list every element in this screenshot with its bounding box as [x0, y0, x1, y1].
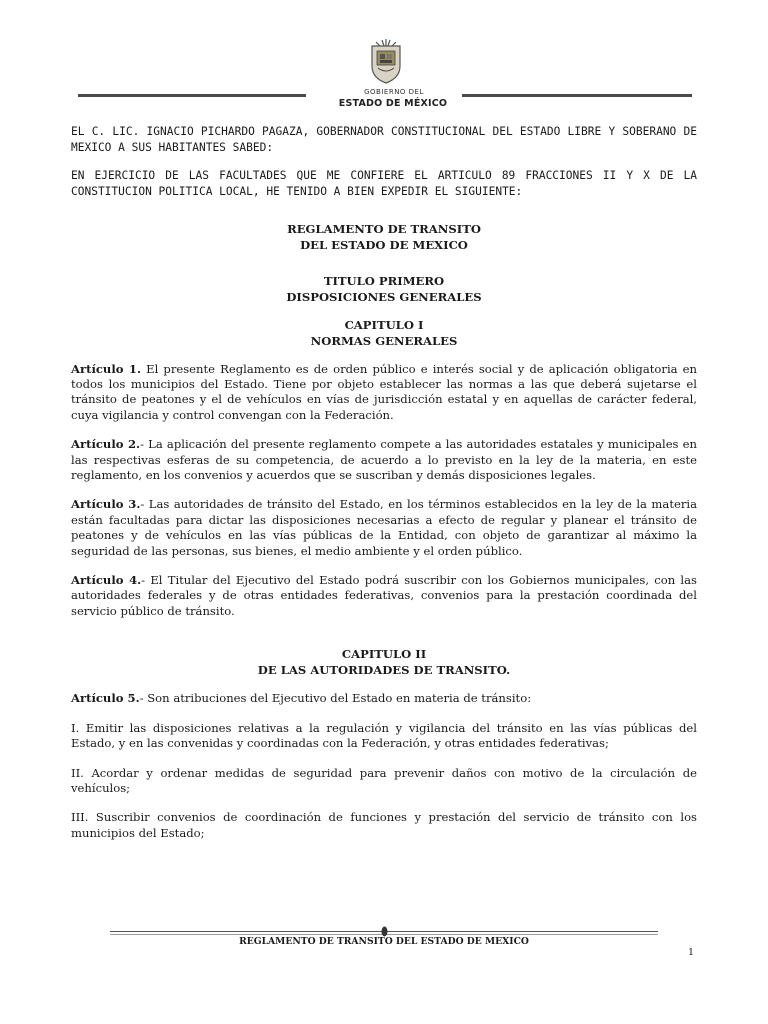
- regulation-title-line-2: DEL ESTADO DE MEXICO: [300, 237, 468, 252]
- article-2: [71, 437, 697, 483]
- article-4-text: - El Titular del Ejecutivo del Estado podrá suscribir con los Gobiernos municipales, con las autoridades federales y de otras entidades federativas, convenios para la prestación coordinada del servicio público de tránsito.: [71, 573, 697, 618]
- header-rule-left: [78, 94, 306, 97]
- capitulo-2-heading: CAPITULO II: [341, 647, 427, 662]
- fraction-ii: II. Acordar y ordenar medidas de seguridad para prevenir daños con motivo de la circulación de vehículos;: [71, 765, 697, 796]
- titulo-subheading: DISPOSICIONES GENERALES: [286, 289, 482, 304]
- article-1-text: El presente Reglamento es de orden público e interés social y de aplicación obligatoria en todos los municipios del Estado. Tiene por objeto establecer las normas a las que deberá sujetarse el tránsito de peatones y el de vehículos en vías de jurisdicción estatal y en aquellas de carácter federal, cuya vigilancia y control convengan con la Federación.: [71, 361, 697, 422]
- document-body: [71, 124, 697, 841]
- article-1-label: Artículo 1.: [71, 361, 142, 376]
- fraction-i: I. Emitir las disposiciones relativas a la regulación y vigilancia del tránsito en las vías públicas del Estado, y en las convenidas y coordinadas con la Federación, y otras entidades federativas;: [71, 720, 697, 751]
- article-3: [71, 497, 697, 559]
- article-4-label: Artículo 4.: [71, 573, 142, 588]
- intro-paragraph-1: EL C. LIC. IGNACIO PICHARDO PAGAZA, GOBERNADOR CONSTITUCIONAL DEL ESTADO LIBRE Y SOBERANO DE MEXICO A SUS HABITANTES SABED:: [71, 125, 697, 154]
- regulation-title-line-1: REGLAMENTO DE TRANSITO: [287, 222, 481, 236]
- article-5-text: - Son atribuciones del Ejecutivo del Estado en materia de tránsito:: [139, 691, 532, 706]
- logo-line-1: GOBIERNO DEL: [364, 88, 424, 96]
- article-2-text: - La aplicación del presente reglamento compete a las autoridades estatales y municipales en las respectivas esferas de su competencia, de acuerdo a lo previsto en la ley de la materia, en este reglamento, en los convenios y acuerdos que se suscriban y demás disposiciones legales.: [71, 437, 697, 482]
- titulo-heading: TITULO PRIMERO: [323, 274, 445, 289]
- article-3-label: Artículo 3.: [71, 497, 141, 512]
- intro-paragraph-2: EN EJERCICIO DE LAS FACULTADES QUE ME CONFIERE EL ARTICULO 89 FRACCIONES II Y X DE LA CONSTITUCION POLITICA LOCAL, HE TENIDO A BIEN EXPEDIR EL SIGUIENTE:: [71, 169, 697, 198]
- article-2-label: Artículo 2.: [71, 437, 141, 452]
- fraction-iii: III. Suscribir convenios de coordinación de funciones y prestación del servicio de tránsito con los municipios del Estado;: [71, 810, 697, 840]
- article-5-label: Artículo 5.: [71, 691, 140, 706]
- capitulo-2-subheading: DE LAS AUTORIDADES DE TRANSITO.: [257, 662, 511, 677]
- article-5: [71, 691, 697, 706]
- footer-title: REGLAMENTO DE TRANSITO DEL ESTADO DE MEXICO: [239, 936, 529, 947]
- page-number: 1: [688, 947, 695, 958]
- article-3-text: - Las autoridades de tránsito del Estado, en los términos establecidos en la ley de la materia están facultadas para dictar las disposiciones necesarias a efecto de regular y planear el tránsito de peatones y de vehículos en las vías públicas de la Entidad, con objeto de garantizar al máximo la seguridad de las personas, sus bienes, el medio ambiente y el orden público.: [71, 497, 698, 558]
- article-4: [71, 573, 697, 619]
- capitulo-1-subheading: NORMAS GENERALES: [310, 333, 458, 348]
- header-rule-right: [462, 94, 692, 97]
- article-1: [71, 362, 697, 424]
- logo-line-2: ESTADO DE MÉXICO: [338, 98, 448, 109]
- state-coat-of-arms-icon: [368, 38, 404, 84]
- capitulo-1-heading: CAPITULO I: [344, 318, 424, 333]
- page-header: [0, 0, 768, 118]
